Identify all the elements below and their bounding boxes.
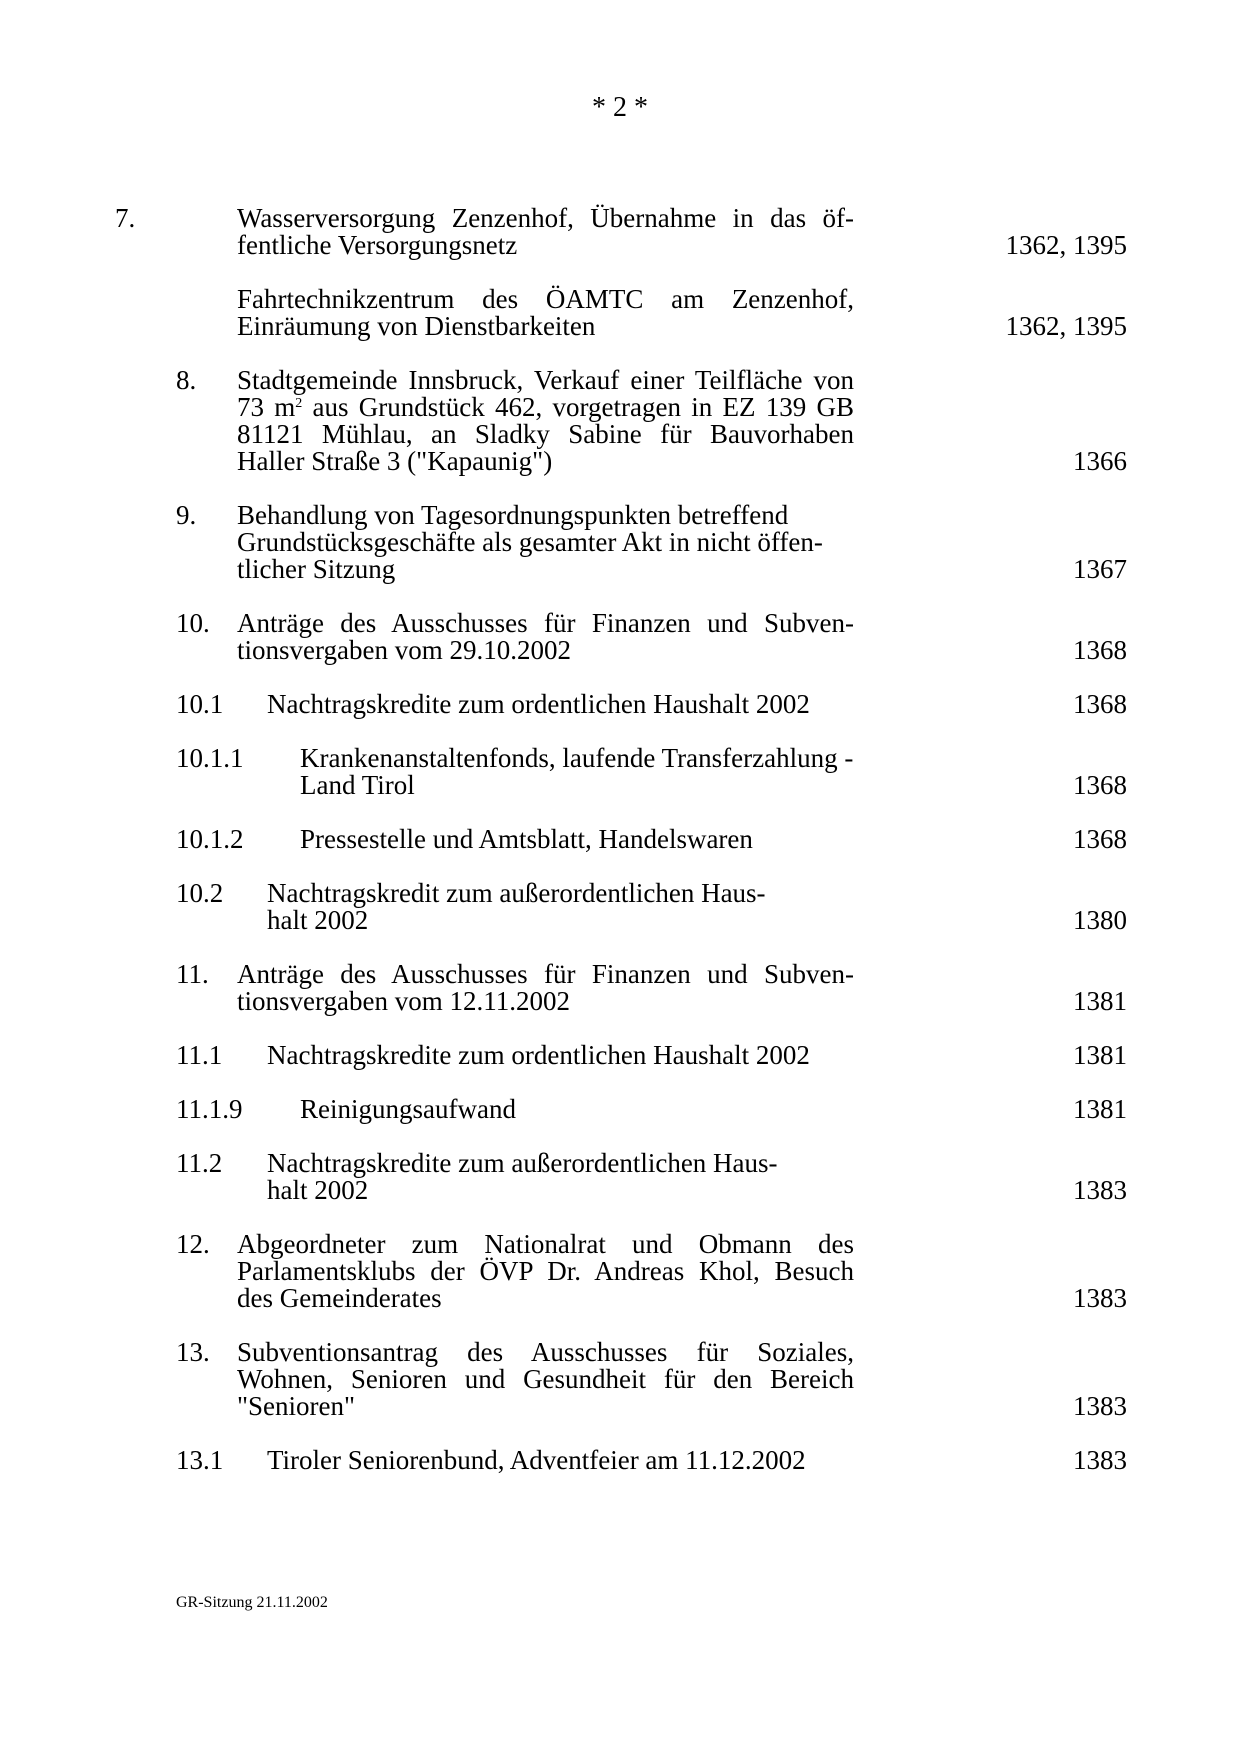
toc-entry	[176, 1094, 1127, 1124]
toc-entry	[176, 1040, 1127, 1070]
entry-line: Krankenanstaltenfonds, laufende Transferzahlung -	[300, 743, 854, 773]
entry-pages: 1362, 1395	[1005, 230, 1127, 260]
entry-pages: 1381	[1073, 986, 1127, 1016]
entry-line: Tiroler Seniorenbund, Adventfeier am 11.12.2002	[267, 1445, 806, 1475]
toc-entry	[176, 824, 1127, 854]
entry-line: Nachtragskredite zum ordentlichen Haushalt 2002	[267, 689, 810, 719]
toc-entry	[176, 1337, 1127, 1421]
footer: GR-Sitzung 21.11.2002	[176, 1594, 328, 1611]
entry-line: 81121 Mühlau, an Sladky Sabine für Bauvorhaben	[237, 419, 854, 449]
entry-line: Parlamentsklubs der ÖVP Dr. Andreas Khol, Besuch	[237, 1256, 854, 1286]
entry-pages: 1381	[1073, 1094, 1127, 1124]
entry-line: Reinigungsaufwand	[300, 1094, 516, 1124]
area-value: 73 m	[237, 392, 296, 422]
toc-entry	[115, 203, 1127, 260]
entry-line: des Gemeinderates	[237, 1283, 442, 1313]
entry-line: "Senioren"	[237, 1391, 356, 1421]
entry-line: Land Tirol	[300, 770, 415, 800]
entry-pages: 1362, 1395	[1005, 311, 1127, 341]
entry-number: 11.1.9	[176, 1094, 243, 1124]
table-of-contents	[115, 203, 1127, 1475]
toc-entry	[176, 365, 1127, 476]
toc-entry	[176, 743, 1127, 800]
entry-number: 10.1	[176, 689, 224, 719]
entry-pages: 1368	[1073, 770, 1127, 800]
entry-line-rest: aus Grundstück 462, vorgetragen in EZ 139 GB	[302, 392, 854, 422]
entry-number: 10.2	[176, 878, 224, 908]
toc-entry	[176, 1148, 1127, 1205]
toc-entry	[176, 878, 1127, 935]
entry-pages: 1368	[1073, 824, 1127, 854]
entry-line: Wohnen, Senioren und Gesundheit für den Bereich	[237, 1364, 854, 1394]
entry-line: tlicher Sitzung	[237, 554, 396, 584]
toc-entry	[176, 689, 1127, 719]
entry-number: 9.	[176, 500, 197, 530]
entry-line: Fahrtechnikzentrum des ÖAMTC am Zenzenhof,	[237, 284, 854, 314]
entry-number: 13.1	[176, 1445, 224, 1475]
entry-number: 11.2	[176, 1148, 223, 1178]
toc-entry	[176, 500, 1127, 584]
entry-pages: 1368	[1073, 689, 1127, 719]
entry-line: Stadtgemeinde Innsbruck, Verkauf einer Teilfläche von	[237, 365, 854, 395]
entry-pages: 1383	[1073, 1175, 1127, 1205]
entry-number: 7.	[115, 203, 136, 233]
entry-line: Nachtragskredite zum ordentlichen Haushalt 2002	[267, 1040, 810, 1070]
entry-line: Behandlung von Tagesordnungspunkten betreffend	[237, 500, 789, 530]
entry-line: Nachtragskredite zum außerordentlichen Haus-	[267, 1148, 778, 1178]
entry-number: 10.1.1	[176, 743, 244, 773]
entry-line: halt 2002	[267, 905, 369, 935]
toc-entry	[176, 1445, 1127, 1475]
entry-line: Wasserversorgung Zenzenhof, Übernahme in das öf-	[237, 203, 854, 233]
entry-number: 11.1	[176, 1040, 223, 1070]
entry-line: Haller Straße 3 ("Kapaunig")	[237, 446, 553, 476]
superscript: 2	[295, 396, 303, 411]
toc-entry	[176, 284, 1127, 341]
entry-line: Grundstücksgeschäfte als gesamter Akt in nicht öffen-	[237, 527, 823, 557]
entry-pages: 1383	[1073, 1283, 1127, 1313]
entry-pages: 1367	[1073, 554, 1127, 584]
entry-line	[237, 394, 854, 421]
entry-line: Subventionsantrag des Ausschusses für Soziales,	[237, 1337, 854, 1367]
toc-entry	[176, 608, 1127, 665]
page-number: * 2 *	[592, 92, 648, 123]
toc-entry	[176, 1229, 1127, 1313]
entry-number: 8.	[176, 365, 197, 395]
entry-number: 11.	[176, 959, 209, 989]
entry-line: tionsvergaben vom 29.10.2002	[237, 635, 571, 665]
entry-pages: 1383	[1073, 1445, 1127, 1475]
entry-pages: 1380	[1073, 905, 1127, 935]
entry-line: Abgeordneter zum Nationalrat und Obmann des	[237, 1229, 854, 1259]
entry-line: Anträge des Ausschusses für Finanzen und Subven-	[237, 608, 854, 638]
entry-line: halt 2002	[267, 1175, 369, 1205]
entry-line: tionsvergaben vom 12.11.2002	[237, 986, 570, 1016]
entry-number: 10.1.2	[176, 824, 244, 854]
entry-line: Einräumung von Dienstbarkeiten	[237, 311, 596, 341]
entry-pages: 1368	[1073, 635, 1127, 665]
entry-number: 12.	[176, 1229, 210, 1259]
entry-line: fentliche Versorgungsnetz	[237, 230, 518, 260]
entry-pages: 1381	[1073, 1040, 1127, 1070]
entry-line: Nachtragskredit zum außerordentlichen Haus-	[267, 878, 766, 908]
entry-number: 13.	[176, 1337, 210, 1367]
toc-entry	[176, 959, 1127, 1016]
entry-number: 10.	[176, 608, 210, 638]
entry-pages: 1383	[1073, 1391, 1127, 1421]
entry-pages: 1366	[1073, 446, 1127, 476]
entry-line: Anträge des Ausschusses für Finanzen und Subven-	[237, 959, 854, 989]
entry-line: Pressestelle und Amtsblatt, Handelswaren	[300, 824, 753, 854]
